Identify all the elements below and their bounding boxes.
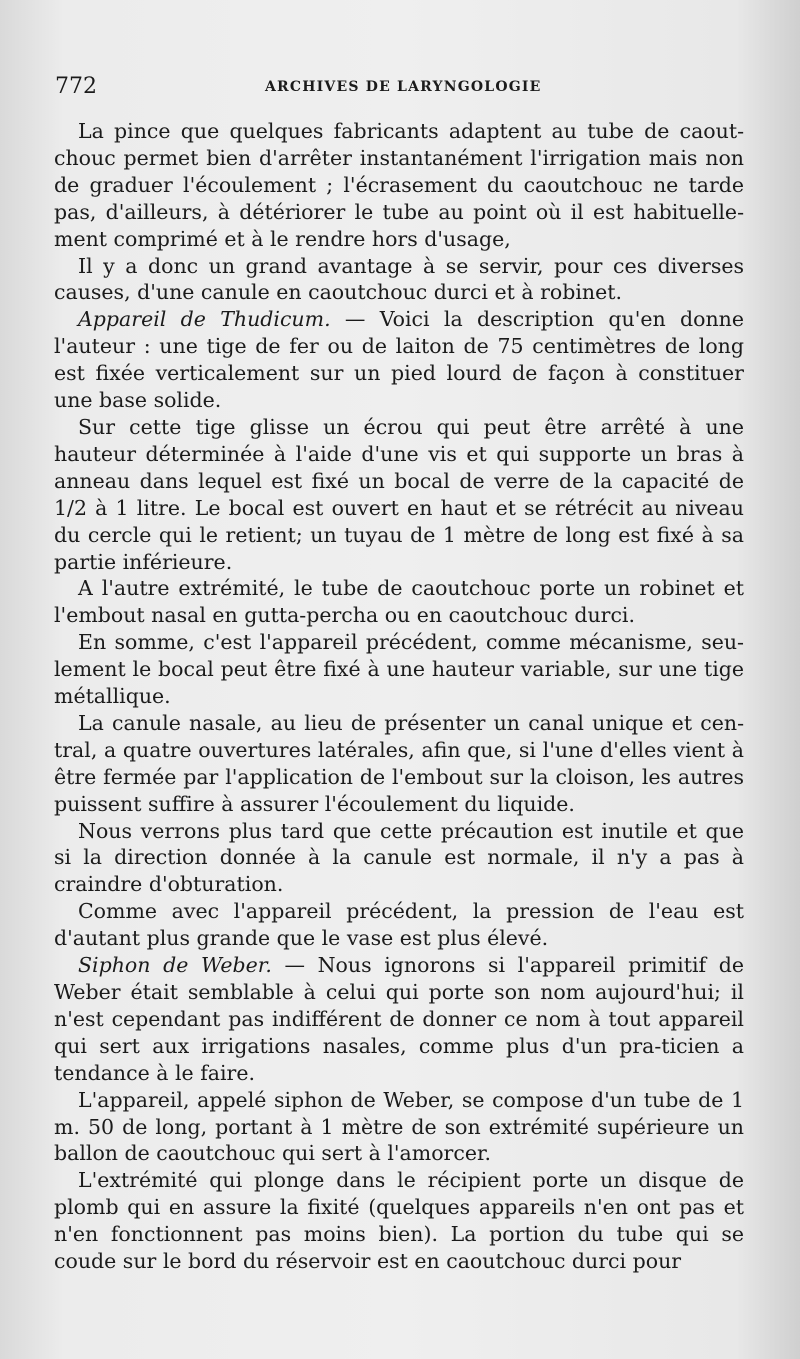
paragraph: [54, 898, 744, 952]
paragraph-text: A l'autre extrémité, le tube de caoutchouc porte un robinet et l'embout nasal en gutta-percha ou en caoutchouc durci.: [54, 576, 744, 628]
paragraph: [54, 629, 744, 710]
paragraph: [54, 1087, 744, 1168]
paragraph-text: Il y a donc un grand avantage à se servir, pour ces diverses causes, d'une canule en caoutchouc durci et à robinet.: [54, 253, 744, 305]
paragraph: [54, 253, 744, 307]
paragraph-text: — Nous ignorons si l'appareil primitif de Weber était semblable à celui qui porte son nom aujourd'hui; il n'est cependant pas indifférent de donner ce nom à tout appareil qui sert aux irrigations nasales, comme plus d'un pra-ticien a tendance à le faire.: [54, 953, 744, 1085]
paragraph: [54, 575, 744, 629]
paragraph: [54, 306, 744, 414]
paragraph-text: La pince que quelques fabricants adaptent au tube de caout-chouc permet bien d'arrêter instantanément l'irrigation mais non de graduer l'écoulement ; l'écrasement du caoutchouc ne tarde pas, d'ailleurs, à détériorer le tube au point où il est habituelle-ment comprimé et à le rendre hors d'usage,: [54, 119, 744, 251]
paragraph: [54, 414, 744, 575]
section-lead: Appareil de Thudicum.: [78, 307, 331, 332]
paragraph: [54, 710, 744, 818]
body-text: [54, 118, 744, 1275]
paragraph-text: — Voici la description qu'en donne l'auteur : une tige de fer ou de laiton de 75 centimètres de long est fixée verticalement sur un pied lourd de façon à constituer une base solide.: [54, 307, 744, 413]
paragraph-text: L'extrémité qui plonge dans le récipient porte un disque de plomb qui en assure la fixité (quelques appareils n'en ont pas et n'en fonctionnent pas moins bien). La portion du tube qui se coude sur le bord du réservoir est en caoutchouc durci pour: [54, 1168, 744, 1274]
paragraph: [54, 1167, 744, 1275]
paragraph: [54, 952, 744, 1087]
section-lead: Siphon de Weber.: [78, 953, 272, 978]
paragraph-text: Nous verrons plus tard que cette précaution est inutile et que si la direction donnée à la canule est normale, il n'y a pas à craindre d'obturation.: [54, 818, 744, 897]
page-number: 772: [55, 74, 97, 99]
paragraph-text: Sur cette tige glisse un écrou qui peut être arrêté à une hauteur déterminée à l'aide d'une vis et qui supporte un bras à anneau dans lequel est fixé un bocal de verre de la capacité de 1/2 à 1 litre. Le bocal est ouvert en haut et se rétrécit au niveau du cercle qui le retient; un tuyau de 1 mètre de long est fixé à sa partie inférieure.: [54, 414, 744, 574]
paragraph-text: L'appareil, appelé siphon de Weber, se compose d'un tube de 1 m. 50 de long, portant à 1 mètre de son extrémité supérieure un ballon de caoutchouc qui sert à l'amorcer.: [54, 1087, 744, 1166]
running-title: ARCHIVES DE LARYNGOLOGIE: [265, 79, 542, 95]
paragraph: [54, 118, 744, 253]
paragraph: [54, 818, 744, 899]
paragraph-text: La canule nasale, au lieu de présenter un canal unique et cen-tral, a quatre ouvertures latérales, afin que, si l'une d'elles vient à être fermée par l'application de l'embout sur la cloison, les autres puissent suffire à assurer l'écoulement du liquide.: [54, 710, 744, 816]
page-header: [55, 74, 740, 102]
paragraph-text: Comme avec l'appareil précédent, la pression de l'eau est d'autant plus grande que le vase est plus élevé.: [54, 899, 744, 951]
paragraph-text: En somme, c'est l'appareil précédent, comme mécanisme, seu-lement le bocal peut être fixé à une hauteur variable, sur une tige métallique.: [54, 630, 744, 709]
